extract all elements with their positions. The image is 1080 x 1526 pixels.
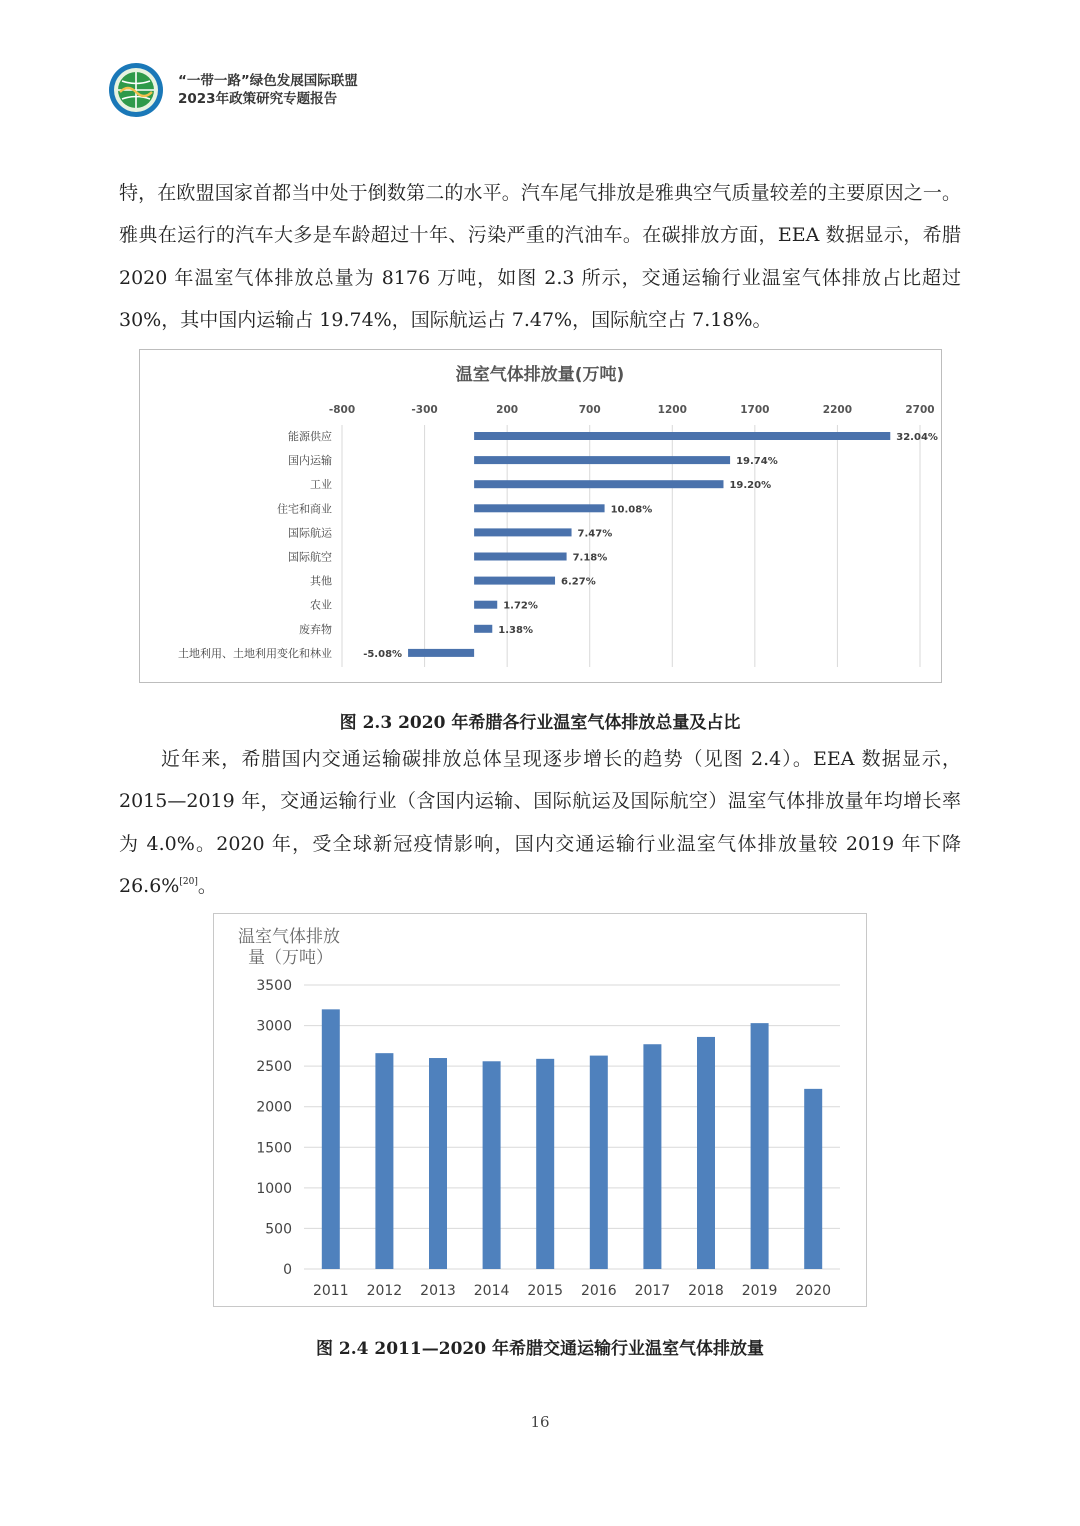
chart-title: 温室气体排放量(万吨) xyxy=(455,365,625,385)
paragraph-2-end: 。 xyxy=(197,874,217,897)
bar-5 xyxy=(474,528,571,536)
x-tick-label: 2020 xyxy=(795,1283,832,1299)
bar-2019 xyxy=(751,1023,769,1269)
x-tick-label: 2016 xyxy=(580,1283,617,1299)
x-tick-label: 700 xyxy=(578,404,601,416)
category-label: 国内运输 xyxy=(288,454,332,468)
bar-4 xyxy=(474,504,604,512)
y-axis-label: 温室气体排放 xyxy=(238,927,340,947)
y-tick-label: 0 xyxy=(283,1262,292,1278)
sector-emissions-chart xyxy=(139,349,942,683)
category-label: 住宅和商业 xyxy=(277,502,332,516)
bar-2018 xyxy=(697,1037,715,1269)
y-tick-label: 3000 xyxy=(256,1018,292,1035)
x-tick-label: 2018 xyxy=(688,1283,724,1299)
data-label: 10.08% xyxy=(610,504,653,516)
y-tick-label: 1000 xyxy=(256,1180,292,1197)
bar-2017 xyxy=(643,1044,661,1269)
data-label: 1.38% xyxy=(498,624,533,636)
data-label: 19.20% xyxy=(729,480,772,492)
x-tick-label: -800 xyxy=(328,404,356,416)
data-label: 32.04% xyxy=(896,432,938,443)
category-label: 其他 xyxy=(310,574,332,588)
bar-10 xyxy=(408,649,474,657)
bar-3 xyxy=(474,480,723,488)
bar-6 xyxy=(474,553,566,561)
header-line-2: 2023年政策研究专题报告 xyxy=(178,91,338,107)
category-label: 废弃物 xyxy=(299,622,332,636)
x-tick-label: 2700 xyxy=(905,404,935,416)
x-tick-label: 2017 xyxy=(634,1283,671,1299)
transport-emissions-svg xyxy=(214,914,866,1306)
data-label: -5.08% xyxy=(363,648,403,660)
bar-2011 xyxy=(322,1009,340,1269)
x-tick-label: 1200 xyxy=(657,404,687,416)
y-tick-label: 2000 xyxy=(256,1099,292,1116)
y-axis-label: 量（万吨） xyxy=(248,948,333,968)
data-label: 7.18% xyxy=(572,552,608,564)
transport-emissions-chart xyxy=(213,913,867,1307)
data-label: 6.27% xyxy=(561,576,596,588)
x-tick-label: 2019 xyxy=(741,1283,778,1299)
bar-2 xyxy=(474,456,730,464)
reference-marker: [20] xyxy=(179,876,198,887)
figure-2-3-caption: 图 2.3 2020 年希腊各行业温室气体排放总量及占比 xyxy=(339,713,741,733)
bar-2016 xyxy=(590,1056,608,1269)
category-label: 工业 xyxy=(310,478,332,492)
y-tick-label: 3500 xyxy=(256,978,292,994)
x-tick-label: 2014 xyxy=(473,1283,510,1299)
bar-2014 xyxy=(483,1061,501,1269)
bar-8 xyxy=(474,601,497,609)
data-label: 19.74% xyxy=(736,456,778,468)
paragraph-2 xyxy=(119,738,961,907)
header-line-1: “一带一路”绿色发展国际联盟 xyxy=(178,73,358,89)
category-label: 国际航运 xyxy=(288,526,332,540)
paragraph-2-text: 近年来，希腊国内交通运输碳排放总体呈现逐步增长的趋势（见图 2.4）。EEA 数据显示，2015—2019 年，交通运输行业（含国内运输、国际航运及国际航空）温室气体排放量年均增长率为 4.0%。2020 年，受全球新冠疫情影响，国内交通运输行业温室气体排放量较 2019 年下降 26.6% xyxy=(119,748,961,897)
bar-1 xyxy=(474,432,890,440)
category-label: 农业 xyxy=(310,598,332,612)
alliance-logo-icon xyxy=(108,62,164,118)
data-label: 1.72% xyxy=(503,600,538,612)
x-tick-label: 2012 xyxy=(366,1283,403,1299)
bar-2020 xyxy=(804,1089,822,1269)
y-tick-label: 1500 xyxy=(256,1140,292,1157)
category-label: 国际航空 xyxy=(288,550,332,564)
data-label: 7.47% xyxy=(577,528,613,540)
x-tick-label: 2015 xyxy=(527,1283,564,1299)
bar-9 xyxy=(474,625,492,633)
bar-7 xyxy=(474,577,555,585)
page-number: 16 xyxy=(530,1413,550,1431)
x-tick-label: 200 xyxy=(496,404,519,416)
bar-2015 xyxy=(536,1059,554,1269)
x-tick-label: 1700 xyxy=(740,404,770,416)
x-tick-label: 2200 xyxy=(822,404,853,416)
x-tick-label: 2013 xyxy=(420,1283,456,1299)
x-tick-label: 2011 xyxy=(312,1283,349,1299)
bar-2012 xyxy=(375,1053,393,1269)
y-tick-label: 2500 xyxy=(256,1059,292,1076)
category-label: 能源供应 xyxy=(288,430,332,443)
bar-2013 xyxy=(429,1058,447,1269)
paragraph-1: 特，在欧盟国家首都当中处于倒数第二的水平。汽车尾气排放是雅典空气质量较差的主要原因之一。雅典在运行的汽车大多是车龄超过十年、污染严重的汽油车。在碳排放方面，EEA 数据显示，希腊 2020 年温室气体排放总量为 8176 万吨，如图 2.3 所示，交通运输行业温室气体排放占比超过 30%，其中国内运输占 19.74%，国际航运占 7.47%，国际航空占 7.18%。 xyxy=(119,182,961,331)
y-tick-label: 500 xyxy=(265,1221,292,1238)
x-tick-label: -300 xyxy=(411,404,438,416)
sector-emissions-svg xyxy=(140,350,941,682)
category-label: 土地利用、土地利用变化和林业 xyxy=(178,646,332,660)
figure-2-4-caption: 图 2.4 2011—2020 年希腊交通运输行业温室气体排放量 xyxy=(316,1339,764,1359)
report-header xyxy=(108,62,358,118)
